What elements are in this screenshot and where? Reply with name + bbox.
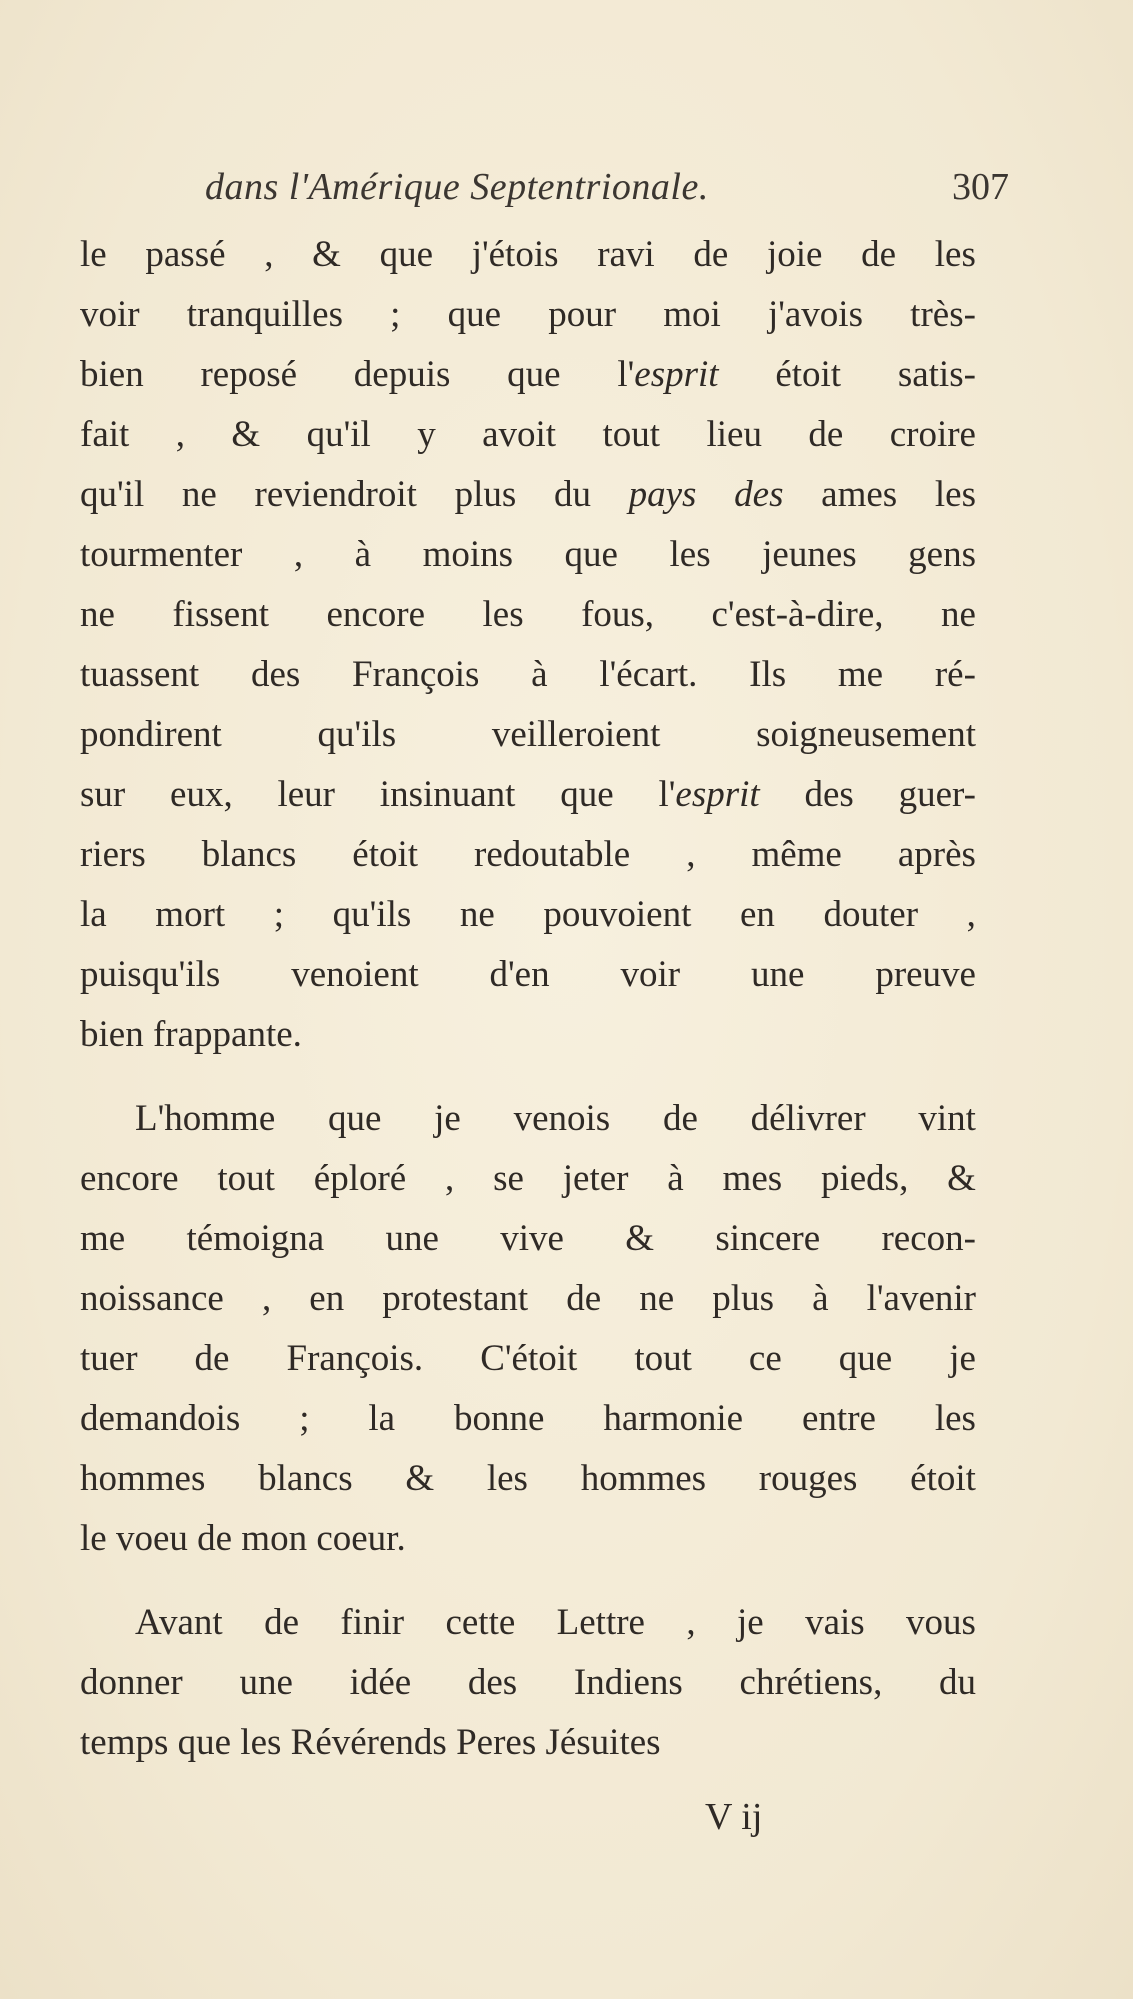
text-line: ne fissent encore les fous, c'est-à-dire, ne bbox=[80, 594, 976, 635]
text-line: puisqu'ils venoient d'en voir une preuve bbox=[80, 954, 976, 995]
text-line: la mort ; qu'ils ne pouvoient en douter , bbox=[80, 894, 976, 935]
text-line: donner une idée des Indiens chrétiens, du bbox=[80, 1662, 976, 1703]
signature-mark: V ij bbox=[705, 1796, 763, 1838]
text-line: bien reposé depuis que l'esprit étoit satis- bbox=[80, 354, 976, 395]
text-line: qu'il ne reviendroit plus du pays des ames les bbox=[80, 474, 976, 515]
text-line: fait , & qu'il y avoit tout lieu de croire bbox=[80, 414, 976, 455]
text-line: me témoigna une vive & sincere recon- bbox=[80, 1218, 976, 1259]
text-line: demandois ; la bonne harmonie entre les bbox=[80, 1398, 976, 1439]
text-line: le voeu de mon coeur. bbox=[80, 1518, 406, 1559]
text-line: tourmenter , à moins que les jeunes gens bbox=[80, 534, 976, 575]
text-line: sur eux, leur insinuant que l'esprit des guer- bbox=[80, 774, 976, 815]
paragraph bbox=[80, 225, 976, 1065]
paragraph-gap bbox=[80, 1569, 976, 1593]
text-line: encore tout éploré , se jeter à mes pieds, & bbox=[80, 1158, 976, 1199]
text-line: pondirent qu'ils veilleroient soigneusement bbox=[80, 714, 976, 755]
text-line: bien frappante. bbox=[80, 1014, 302, 1055]
text-line: L'homme que je venois de délivrer vint bbox=[135, 1098, 976, 1139]
paragraph bbox=[80, 1089, 976, 1569]
running-title: dans l'Amérique Septentrionale. bbox=[205, 166, 709, 208]
text-line: temps que les Révérends Peres Jésuites bbox=[80, 1722, 661, 1763]
paragraph-gap bbox=[80, 1065, 976, 1089]
text-line: voir tranquilles ; que pour moi j'avois très- bbox=[80, 294, 976, 335]
paragraph bbox=[80, 1593, 976, 1773]
text-line: le passé , & que j'étois ravi de joie de les bbox=[80, 234, 976, 275]
text-line: riers blancs étoit redoutable , même après bbox=[80, 834, 976, 875]
page-header bbox=[205, 165, 1045, 225]
text-line: tuassent des François à l'écart. Ils me ré- bbox=[80, 654, 976, 695]
page-number: 307 bbox=[952, 166, 1009, 208]
text-line: hommes blancs & les hommes rouges étoit bbox=[80, 1458, 976, 1499]
text-line: noissance , en protestant de ne plus à l'avenir bbox=[80, 1278, 976, 1319]
body-text bbox=[80, 225, 976, 1773]
text-line: Avant de finir cette Lettre , je vais vous bbox=[135, 1602, 976, 1643]
text-line: tuer de François. C'étoit tout ce que je bbox=[80, 1338, 976, 1379]
